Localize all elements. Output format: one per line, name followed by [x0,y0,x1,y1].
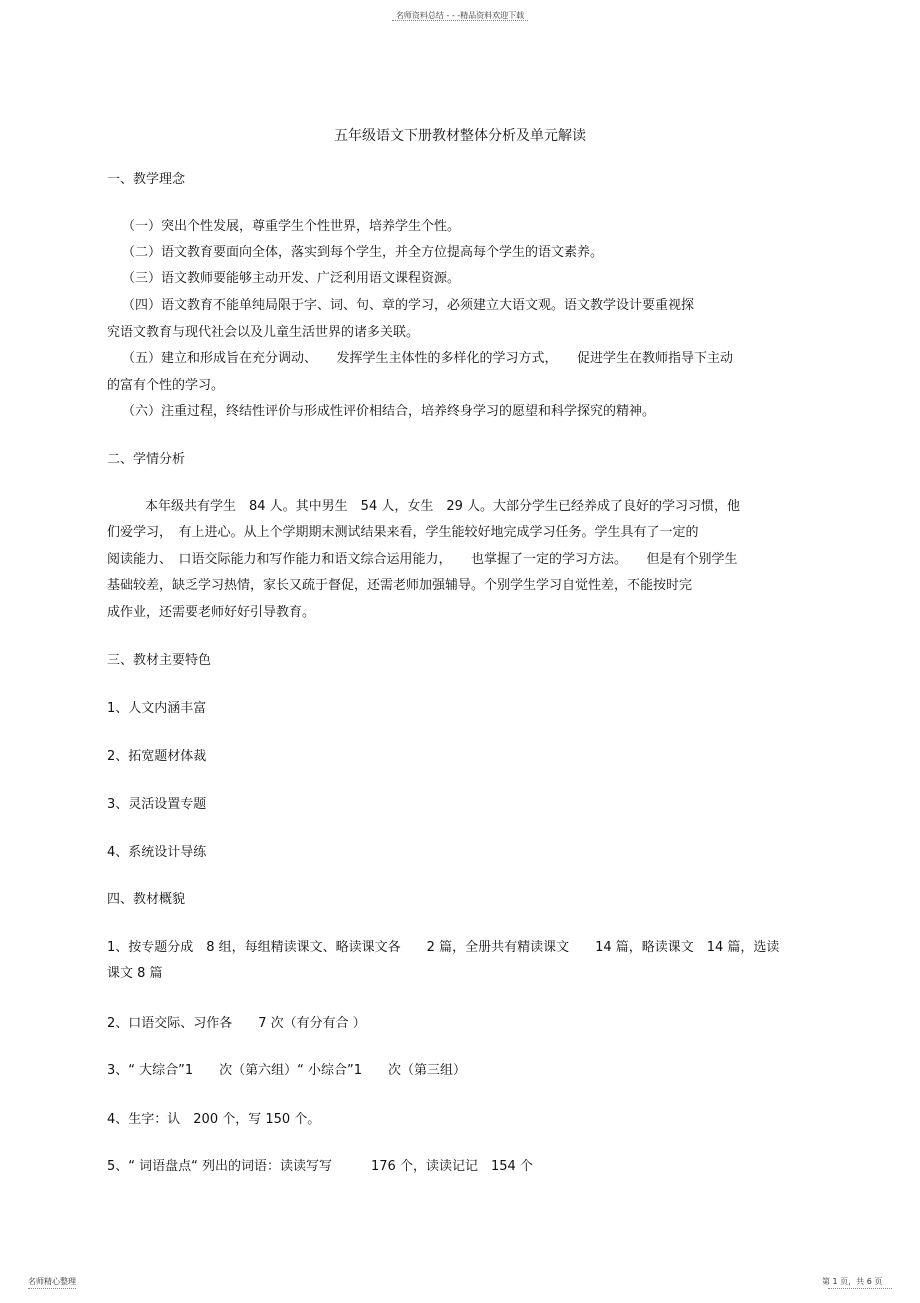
section-heading-1: 一、教学理念 [107,172,186,187]
paragraph-line: （一）突出个性发展，尊重学生个性世界，培养学生个性。 [122,219,461,234]
section-heading-4: 四、教材概貌 [107,892,186,907]
footer-right-divider [828,1288,892,1289]
section-heading-3: 三、教材主要特色 [107,653,212,668]
paragraph-line: 本年级共有学生 84 人。其中男生 54 人，女生 29 人。大部分学生已经养成了良好的学习习惯，他 [145,499,741,514]
paragraph-line: 们爱学习， 有上进心。从上个学期期末测试结果来看，学生能较好地完成学习任务。学生具有了一定的 [107,525,699,540]
list-item: 4、生字：认 200 个，写 150 个。 [107,1112,321,1127]
paragraph-line: （二）语文教育要面向全体，落实到每个学生，并全方位提高每个学生的语文素养。 [122,245,604,260]
section-heading-2: 二、学情分析 [107,452,186,467]
document-title: 五年级语文下册教材整体分析及单元解读 [334,128,586,144]
footer-left-divider [28,1288,76,1289]
list-item: 4、系统设计导练 [107,845,207,860]
list-item: 1、按专题分成 8 组，每组精读课文、略读课文各 2 篇，全册共有精读课文 14 篇，略读课文 14 篇，选读 [107,940,780,955]
paragraph-line: 阅读能力、 口语交际能力和写作能力和语文综合运用能力， 也掌握了一定的学习方法。 但是有个别学生 [107,552,738,567]
paragraph-line: （四）语文教育不能单纯局限于字、词、句、章的学习，必须建立大语文观。语文教学设计要重视探 [122,298,695,313]
paragraph-line: 成作业，还需要老师好好引导教育。 [107,605,316,620]
paragraph-line: （五）建立和形成旨在充分调动、 发挥学生主体性的多样化的学习方式， 促进学生在教师指导下主动 [122,351,734,366]
paragraph-line: （六）注重过程，终结性评价与形成性评价相结合，培养终身学习的愿望和科学探究的精神。 [122,404,656,419]
list-item: 3、“ 大综合”1 次（第六组）“ 小综合”1 次（第三组） [107,1063,467,1078]
paragraph-line: 基础较差，缺乏学习热情，家长又疏于督促，还需老师加强辅导。个别学生学习自觉性差，不能按时完 [107,578,693,593]
header-divider [392,20,528,21]
paragraph-line: 的富有个性的学习。 [107,378,225,393]
page-header: 名师资料总结 - - -精品资料欢迎下载 [395,11,525,20]
list-item-continuation: 课文 8 篇 [107,966,163,981]
list-item: 2、口语交际、习作各 7 次（有分有合 ） [107,1016,366,1031]
list-item: 3、灵活设置专题 [107,797,207,812]
paragraph-line: （三）语文教师要能够主动开发、广泛利用语文课程资源。 [122,271,461,286]
list-item: 5、“ 词语盘点“ 列出的词语：读读写写 176 个，读读记记 154 个 [107,1159,533,1174]
list-item: 1、人文内涵丰富 [107,701,207,716]
page-number: 第 1 页，共 6 页 [822,1277,883,1286]
footer-left: 名师精心整理 [28,1277,76,1286]
paragraph-line: 究语文教育与现代社会以及儿童生活世界的诸多关联。 [107,325,420,340]
list-item: 2、拓宽题材体裁 [107,749,207,764]
